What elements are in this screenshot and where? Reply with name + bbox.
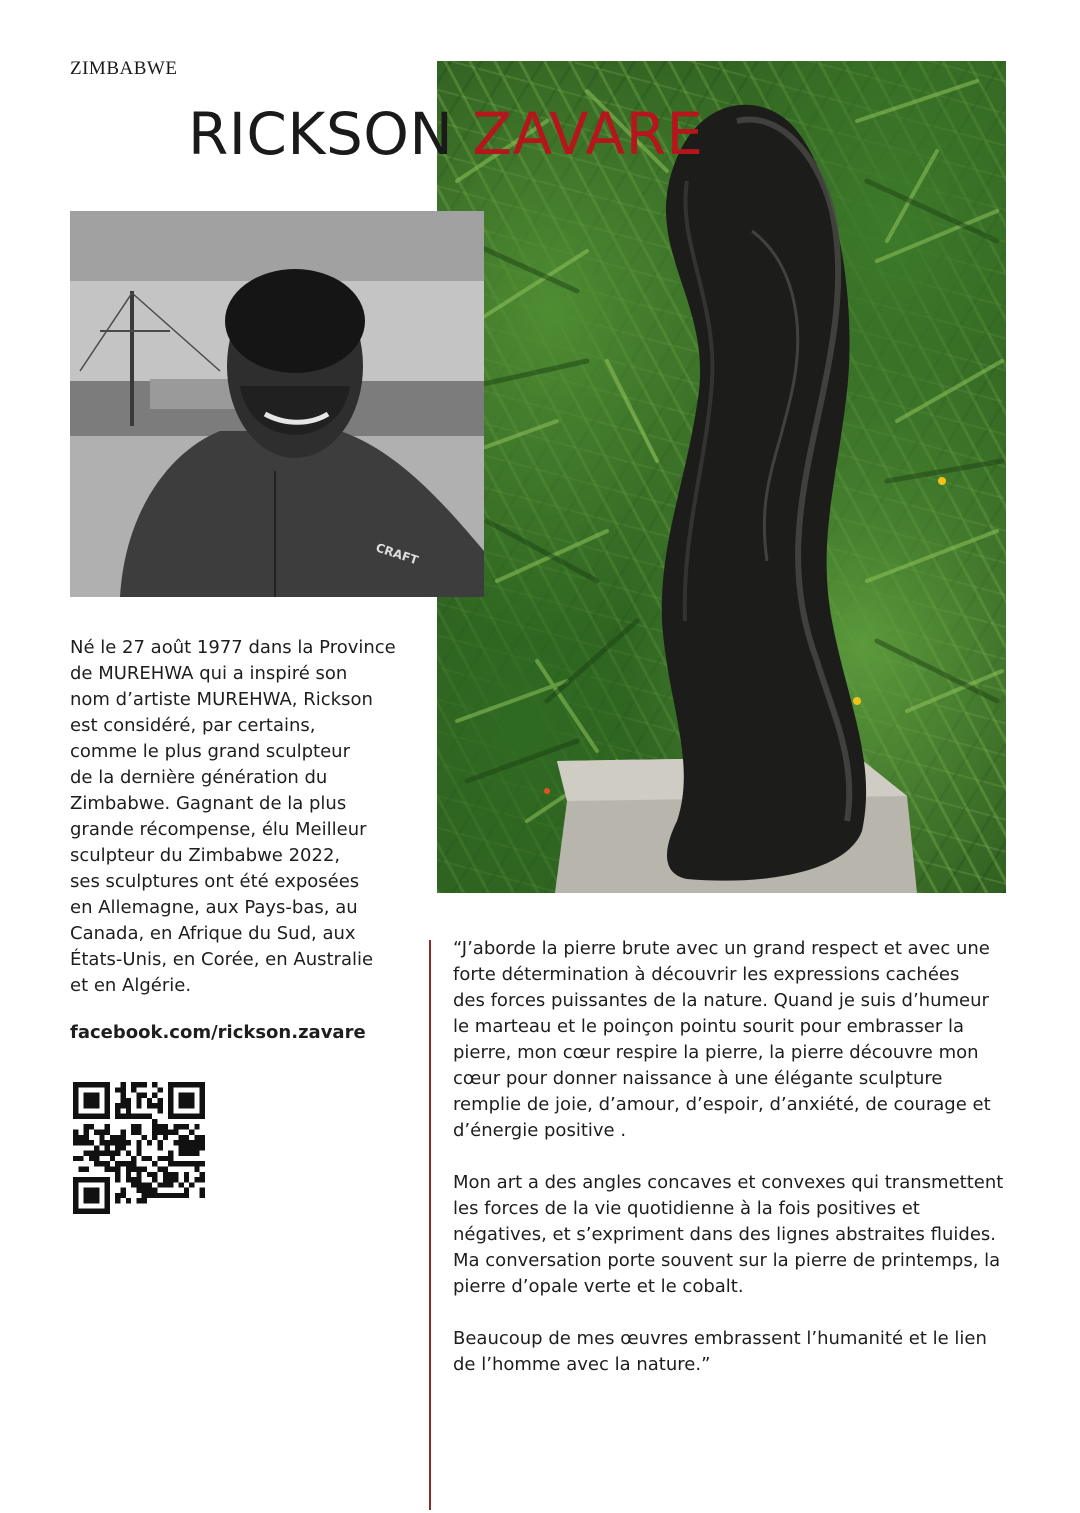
- qr-module: [131, 1161, 136, 1166]
- qr-module: [179, 1151, 184, 1156]
- qr-module: [163, 1177, 168, 1182]
- qr-module: [152, 1103, 157, 1108]
- qr-module: [94, 1161, 99, 1166]
- qr-module: [131, 1177, 136, 1182]
- qr-module: [115, 1198, 120, 1203]
- qr-module: [189, 1140, 194, 1145]
- quote-paragraph-2: Mon art a des angles concaves et convexes qui transmettent les forces de la vie quotidienne à la fois positives et négatives, et s’expriment dans des lignes abstraites fluides. Ma conversation porte souvent sur la pierre de printemps, la pierre d’opale verte et le cobalt.: [453, 1172, 1004, 1297]
- qr-module: [189, 1151, 194, 1156]
- qr-module: [168, 1172, 173, 1177]
- qr-module: [152, 1135, 157, 1140]
- qr-module: [121, 1103, 126, 1108]
- qr-module: [99, 1130, 104, 1135]
- artist-portrait: [70, 211, 484, 597]
- qr-module: [121, 1193, 126, 1198]
- qr-module: [147, 1114, 152, 1119]
- qr-module: [115, 1172, 120, 1177]
- quote-paragraph-3: Beaucoup de mes œuvres embrassent l’humanité et le lien de l’homme avec la nature.”: [453, 1328, 987, 1375]
- qr-module: [136, 1182, 141, 1187]
- qr-module: [179, 1140, 184, 1145]
- qr-module: [94, 1156, 99, 1161]
- qr-module: [194, 1151, 199, 1156]
- qr-module: [152, 1093, 157, 1098]
- qr-module: [84, 1151, 89, 1156]
- qr-finder: [84, 1188, 100, 1204]
- qr-module: [115, 1145, 120, 1150]
- qr-module: [152, 1130, 157, 1135]
- qr-module: [89, 1156, 94, 1161]
- qr-module: [163, 1130, 168, 1135]
- qr-module: [157, 1108, 162, 1113]
- qr-module: [121, 1082, 126, 1087]
- qr-module: [136, 1172, 141, 1177]
- qr-module: [105, 1140, 110, 1145]
- qr-module: [94, 1151, 99, 1156]
- qr-module: [142, 1198, 147, 1203]
- qr-module: [189, 1130, 194, 1135]
- qr-module: [200, 1161, 205, 1166]
- qr-module: [126, 1114, 131, 1119]
- qr-module: [194, 1177, 199, 1182]
- qr-module: [131, 1124, 136, 1129]
- qr-module: [78, 1156, 83, 1161]
- qr-module: [94, 1130, 99, 1135]
- qr-module: [78, 1135, 83, 1140]
- qr-module: [131, 1087, 136, 1092]
- qr-module: [168, 1182, 173, 1187]
- qr-module: [73, 1130, 78, 1135]
- qr-module: [89, 1140, 94, 1145]
- qr-module: [147, 1140, 152, 1145]
- qr-module: [142, 1082, 147, 1087]
- qr-module: [200, 1188, 205, 1193]
- qr-module: [168, 1130, 173, 1135]
- qr-module: [131, 1082, 136, 1087]
- qr-module: [184, 1161, 189, 1166]
- qr-module: [115, 1103, 120, 1108]
- qr-module: [121, 1145, 126, 1150]
- sculpture-illustration: [437, 61, 1006, 893]
- qr-module: [99, 1140, 104, 1145]
- qr-module: [115, 1193, 120, 1198]
- country-label: ZIMBABWE: [70, 58, 178, 79]
- qr-module: [152, 1188, 157, 1193]
- qr-module: [110, 1135, 115, 1140]
- qr-module: [105, 1161, 110, 1166]
- qr-module: [157, 1087, 162, 1092]
- qr-module: [126, 1140, 131, 1145]
- qr-module: [163, 1156, 168, 1161]
- qr-module: [168, 1156, 173, 1161]
- qr-module: [126, 1177, 131, 1182]
- qr-module: [94, 1145, 99, 1150]
- qr-module: [105, 1166, 110, 1171]
- qr-module: [184, 1140, 189, 1145]
- qr-module: [136, 1103, 141, 1108]
- artist-first-name: RICKSON: [188, 100, 454, 168]
- qr-module: [179, 1124, 184, 1129]
- qr-module: [147, 1172, 152, 1177]
- qr-module: [99, 1161, 104, 1166]
- quote-paragraph-1: “J’aborde la pierre brute avec un grand respect et avec une forte détermination à découvrir les expressions cachées des forces puissantes de la nature. Quand je suis d’humeur le marteau et le poinçon pointu sourit pour embrasser la pierre, mon cœur respire la pierre, la pierre découvre mon cœur pour donner naissance à une élégante sculpture remplie de joie, d’amour, d’espoir, d’anxiété, de courage et d’énergie positive .: [453, 938, 991, 1141]
- qr-module: [121, 1093, 126, 1098]
- qr-module: [184, 1124, 189, 1129]
- qr-module: [115, 1151, 120, 1156]
- qr-module: [200, 1193, 205, 1198]
- qr-module: [121, 1140, 126, 1145]
- qr-module: [147, 1098, 152, 1103]
- qr-module: [115, 1114, 120, 1119]
- qr-module: [157, 1156, 162, 1161]
- qr-module: [115, 1177, 120, 1182]
- qr-module: [179, 1182, 184, 1187]
- qr-module: [126, 1151, 131, 1156]
- qr-module: [89, 1151, 94, 1156]
- qr-module: [142, 1135, 147, 1140]
- qr-module: [157, 1140, 162, 1145]
- qr-module: [136, 1093, 141, 1098]
- qr-module: [115, 1166, 120, 1171]
- qr-module: [168, 1161, 173, 1166]
- qr-module: [99, 1135, 104, 1140]
- qr-finder: [84, 1093, 100, 1109]
- qr-module: [147, 1103, 152, 1108]
- qr-module: [136, 1082, 141, 1087]
- qr-module: [152, 1124, 157, 1129]
- qr-module: [200, 1145, 205, 1150]
- qr-module: [189, 1145, 194, 1150]
- qr-module: [200, 1177, 205, 1182]
- qr-module: [126, 1098, 131, 1103]
- qr-module: [121, 1098, 126, 1103]
- qr-module: [163, 1182, 168, 1187]
- qr-module: [194, 1161, 199, 1166]
- qr-module: [184, 1193, 189, 1198]
- qr-module: [73, 1135, 78, 1140]
- qr-module: [152, 1193, 157, 1198]
- qr-code[interactable]: [72, 1082, 206, 1214]
- qr-module: [126, 1172, 131, 1177]
- qr-module: [194, 1166, 199, 1171]
- qr-module: [200, 1140, 205, 1145]
- qr-module: [189, 1182, 194, 1187]
- qr-module: [115, 1161, 120, 1166]
- qr-module: [157, 1166, 162, 1171]
- qr-module: [136, 1140, 141, 1145]
- qr-module: [110, 1151, 115, 1156]
- qr-module: [184, 1172, 189, 1177]
- qr-module: [131, 1114, 136, 1119]
- qr-module: [184, 1188, 189, 1193]
- qr-module: [136, 1114, 141, 1119]
- qr-module: [194, 1124, 199, 1129]
- qr-module: [152, 1172, 157, 1177]
- qr-module: [152, 1177, 157, 1182]
- qr-module: [189, 1161, 194, 1166]
- qr-module: [142, 1156, 147, 1161]
- qr-module: [179, 1135, 184, 1140]
- qr-module: [105, 1130, 110, 1135]
- artist-name-title: [188, 100, 704, 168]
- qr-module: [168, 1193, 173, 1198]
- facebook-link[interactable]: facebook.com/rickson.zavare: [70, 1022, 366, 1043]
- qr-module: [89, 1124, 94, 1129]
- qr-module: [136, 1151, 141, 1156]
- qr-module: [147, 1182, 152, 1187]
- artist-biography: Né le 27 août 1977 dans la Province de MUREHWA qui a inspiré son nom d’artiste MUREHWA, Rickson est considéré, par certains, comme le plus grand sculpteur de la dernière génération du Zimbabwe. Gagnant de la plus grande récompense, élu Meilleur sculpteur du Zimbabwe 2022, ses sculptures ont été exposées en Allemagne, aux Pays-bas, au Canada, en Afrique du Sud, aux États-Unis, en Corée, en Australie et en Algérie.: [70, 637, 396, 996]
- qr-module: [179, 1193, 184, 1198]
- qr-module: [121, 1087, 126, 1092]
- qr-module: [157, 1182, 162, 1187]
- qr-finder: [179, 1093, 195, 1109]
- qr-module: [84, 1135, 89, 1140]
- qr-module: [179, 1161, 184, 1166]
- qr-module: [136, 1098, 141, 1103]
- qr-module: [136, 1166, 141, 1171]
- qr-module: [157, 1124, 162, 1129]
- qr-module: [121, 1114, 126, 1119]
- qr-module: [147, 1193, 152, 1198]
- qr-module: [157, 1193, 162, 1198]
- qr-module: [78, 1166, 83, 1171]
- qr-module: [194, 1145, 199, 1150]
- qr-module: [200, 1172, 205, 1177]
- qr-module: [157, 1145, 162, 1150]
- qr-module: [115, 1135, 120, 1140]
- qr-module: [173, 1124, 178, 1129]
- qr-module: [194, 1140, 199, 1145]
- qr-module: [157, 1103, 162, 1108]
- qr-module: [147, 1156, 152, 1161]
- qr-module: [142, 1114, 147, 1119]
- qr-module: [157, 1130, 162, 1135]
- qr-module: [105, 1145, 110, 1150]
- qr-module: [136, 1198, 141, 1203]
- qr-module: [142, 1182, 147, 1187]
- qr-module: [136, 1145, 141, 1150]
- qr-module: [115, 1087, 120, 1092]
- qr-module: [105, 1124, 110, 1129]
- qr-module: [73, 1156, 78, 1161]
- qr-module: [115, 1140, 120, 1145]
- qr-module: [131, 1156, 136, 1161]
- qr-module: [173, 1140, 178, 1145]
- qr-module: [168, 1151, 173, 1156]
- qr-module: [179, 1145, 184, 1150]
- qr-module: [105, 1151, 110, 1156]
- qr-module: [131, 1166, 136, 1171]
- qr-module: [136, 1177, 141, 1182]
- qr-module: [173, 1177, 178, 1182]
- qr-module: [184, 1151, 189, 1156]
- qr-module: [131, 1130, 136, 1135]
- qr-module: [142, 1093, 147, 1098]
- quote-divider: [429, 940, 431, 1510]
- qr-module: [184, 1145, 189, 1150]
- qr-module: [200, 1135, 205, 1140]
- sculpture-photo: [437, 61, 1006, 893]
- qr-module: [126, 1108, 131, 1113]
- qr-module: [168, 1177, 173, 1182]
- qr-module: [163, 1124, 168, 1129]
- portrait-illustration: [70, 211, 484, 597]
- qr-module: [184, 1177, 189, 1182]
- qr-module: [152, 1119, 157, 1124]
- qr-module: [99, 1151, 104, 1156]
- qr-module: [173, 1130, 178, 1135]
- qr-module: [157, 1098, 162, 1103]
- qr-module: [78, 1140, 83, 1145]
- qr-module: [194, 1135, 199, 1140]
- qr-module: [126, 1161, 131, 1166]
- qr-module: [121, 1130, 126, 1135]
- qr-module: [142, 1188, 147, 1193]
- qr-module: [84, 1166, 89, 1171]
- qr-module: [84, 1124, 89, 1129]
- qr-module: [126, 1103, 131, 1108]
- qr-module: [115, 1108, 120, 1113]
- qr-module: [136, 1124, 141, 1129]
- qr-module: [142, 1166, 147, 1171]
- qr-module: [110, 1156, 115, 1161]
- qr-module: [73, 1140, 78, 1145]
- qr-module: [142, 1193, 147, 1198]
- qr-module: [152, 1161, 157, 1166]
- qr-module: [121, 1161, 126, 1166]
- qr-module: [126, 1198, 131, 1203]
- qr-module: [163, 1193, 168, 1198]
- qr-module: [110, 1140, 115, 1145]
- qr-module: [131, 1182, 136, 1187]
- qr-module: [163, 1172, 168, 1177]
- qr-module: [173, 1161, 178, 1166]
- qr-module: [173, 1193, 178, 1198]
- qr-module: [84, 1140, 89, 1145]
- qr-module: [121, 1135, 126, 1140]
- artist-quote: [453, 936, 1013, 1404]
- qr-module: [163, 1166, 168, 1171]
- qr-module: [152, 1082, 157, 1087]
- qr-module: [136, 1130, 141, 1135]
- artist-last-name: ZAVARE: [472, 100, 704, 168]
- qr-module: [147, 1188, 152, 1193]
- qr-module: [121, 1188, 126, 1193]
- qr-module: [163, 1135, 168, 1140]
- qr-module: [184, 1135, 189, 1140]
- qr-module: [84, 1130, 89, 1135]
- qr-module: [110, 1166, 115, 1171]
- qr-module: [126, 1166, 131, 1171]
- qr-module: [136, 1188, 141, 1193]
- qr-module: [173, 1172, 178, 1177]
- svg-text:CRAFT: CRAFT: [374, 540, 420, 568]
